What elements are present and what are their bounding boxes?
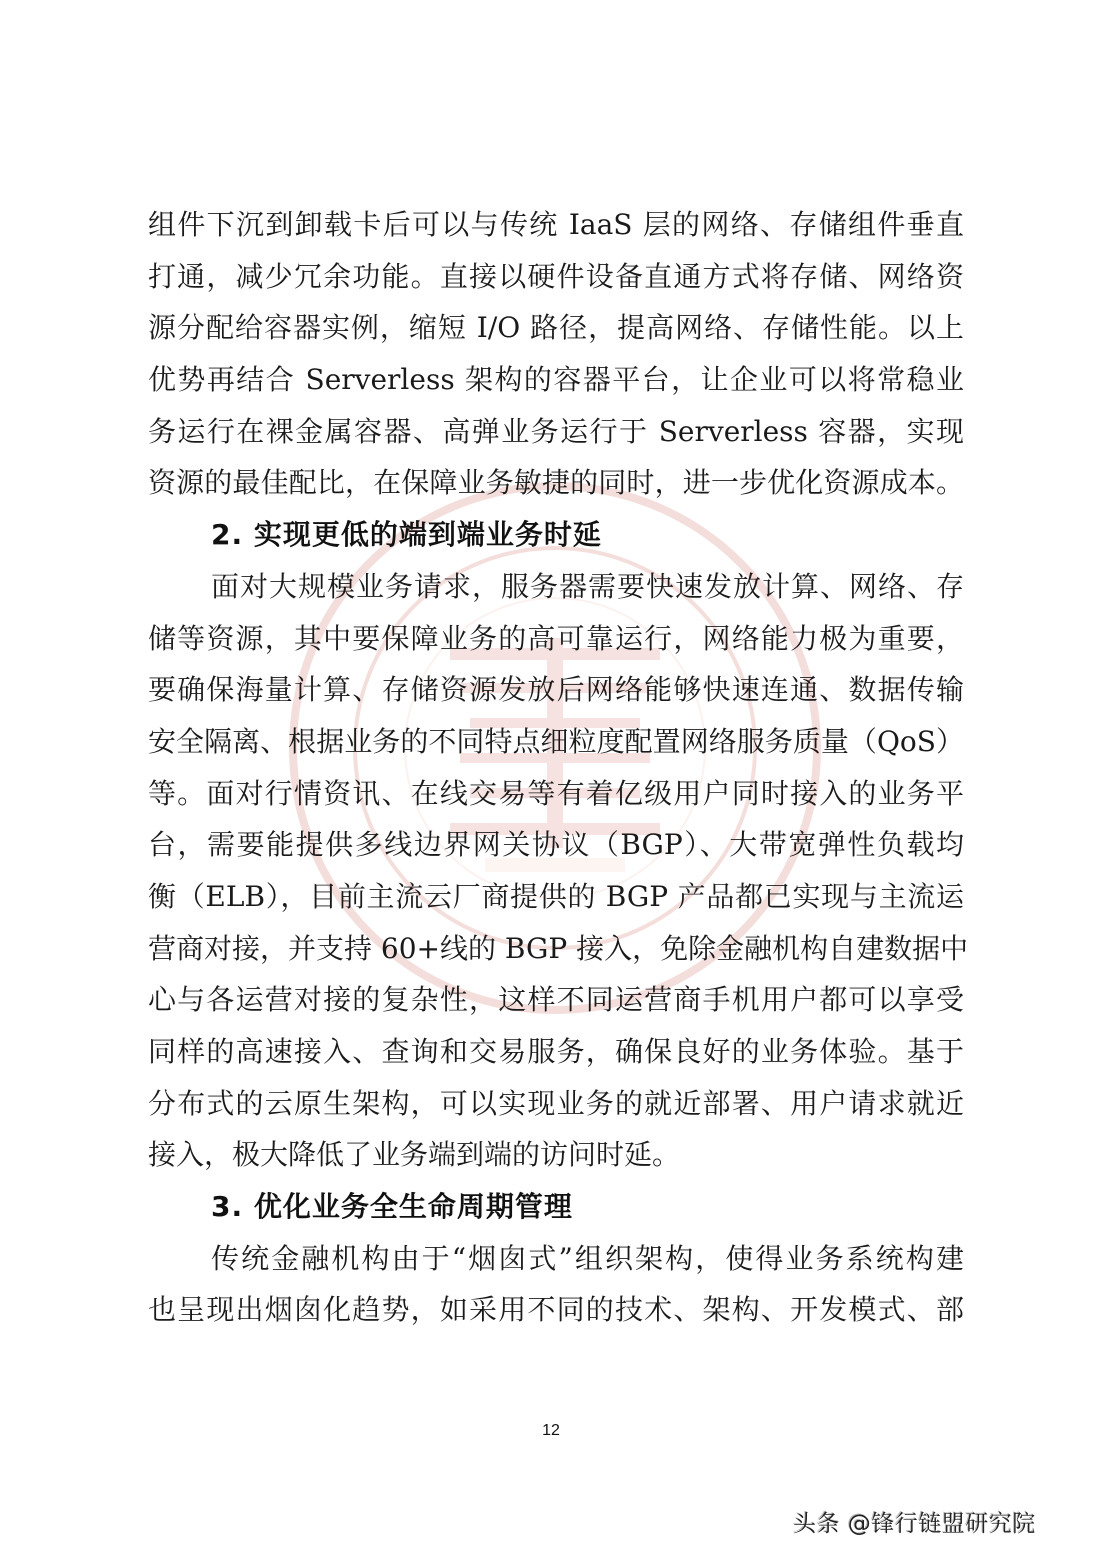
paragraph-line: 务运行在裸金属容器、高弹业务运行于 Serverless 容器，实现 (148, 414, 964, 448)
paragraph-line: 传统金融机构由于“烟囱式”组织架构，使得业务系统构建 (211, 1241, 964, 1275)
page-number: 12 (542, 1422, 560, 1439)
document-body (148, 199, 969, 1336)
paragraph-line: 资源的最佳配比，在保障业务敏捷的同时，进一步优化资源成本。 (148, 466, 964, 500)
paragraph-line: 也呈现出烟囱化趋势，如采用不同的技术、架构、开发模式、部 (148, 1293, 964, 1327)
paragraph-line: 营商对接，并支持 60+线的 BGP 接入，免除金融机构自建数据中 (148, 931, 969, 965)
source-watermark-tag: 头条 @锋行链盟研究院 (793, 1511, 1036, 1537)
paragraph-line: 源分配给容器实例，缩短 I/O 路径，提高网络、存储性能。以上 (148, 311, 964, 345)
paragraph-line: 储等资源，其中要保障业务的高可靠运行，网络能力极为重要， (148, 621, 964, 655)
paragraph-line: 打通，减少冗余功能。直接以硬件设备直通方式将存储、网络资 (148, 259, 964, 293)
paragraph-line: 优势再结合 Serverless 架构的容器平台，让企业可以将常稳业 (148, 363, 964, 397)
paragraph-line: 衡（ELB），目前主流云厂商提供的 BGP 产品都已实现与主流运 (148, 879, 964, 913)
paragraph-line: 接入，极大降低了业务端到端的访问时延。 (148, 1138, 681, 1172)
paragraph-line: 同样的高速接入、查询和交易服务，确保良好的业务体验。基于 (148, 1035, 964, 1068)
paragraph-line: 等。面对行情资讯、在线交易等有着亿级用户同时接入的业务平 (148, 776, 964, 810)
paragraph-line: 面对大规模业务请求，服务器需要快速发放计算、网络、存 (211, 569, 964, 603)
paragraph-line: 要确保海量计算、存储资源发放后网络能够快速连通、数据传输 (148, 673, 964, 707)
paragraph-line: 台，需要能提供多线边界网关协议（BGP）、大带宽弹性负载均 (148, 828, 964, 862)
section-heading-2: 2. 实现更低的端到端业务时延 (211, 518, 602, 552)
section-heading-3: 3. 优化业务全生命周期管理 (211, 1190, 573, 1224)
paragraph-line: 安全隔离、根据业务的不同特点细粒度配置网络服务质量（QoS） (148, 724, 964, 758)
paragraph-line: 组件下沉到卸载卡后可以与传统 IaaS 层的网络、存储组件垂直 (148, 208, 964, 241)
paragraph-line: 心与各运营对接的复杂性，这样不同运营商手机用户都可以享受 (148, 983, 964, 1017)
paragraph-line: 分布式的云原生架构，可以实现业务的就近部署、用户请求就近 (148, 1086, 964, 1120)
